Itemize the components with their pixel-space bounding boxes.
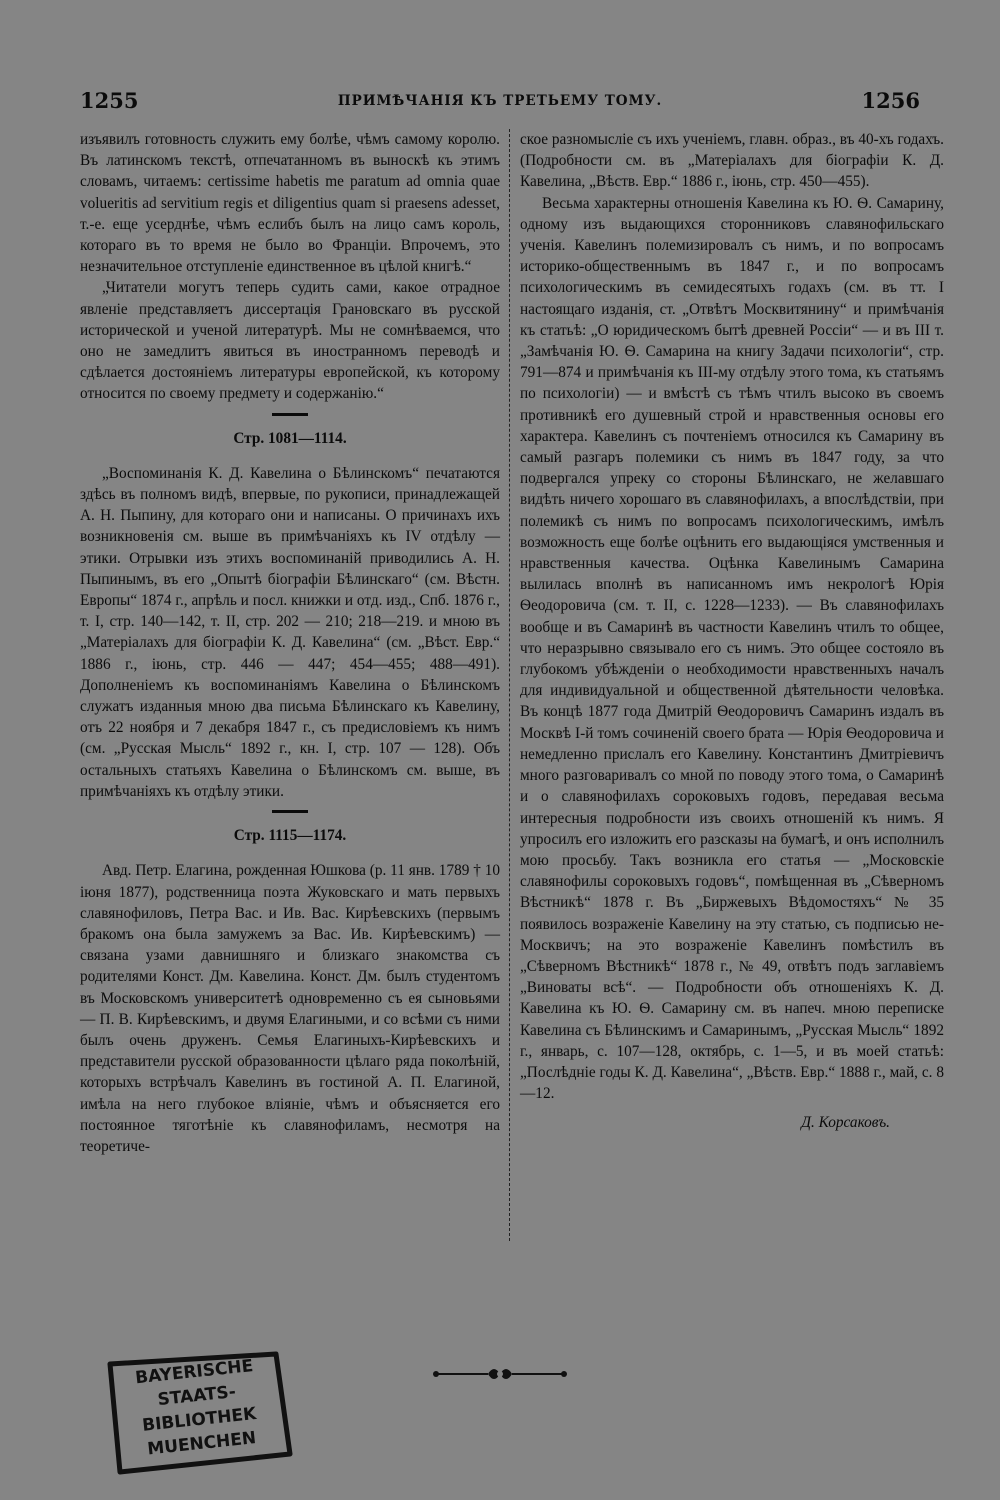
section-rule [272,810,308,813]
column-divider [509,129,511,1241]
paragraph: Весьма характерны отношенія Кавелина къ Ю. Ѳ. Самарину, одному изъ выдающихся сторонниковъ славянофильскаго ученія. Кавелинъ полемизировалъ съ нимъ, и по вопросамъ историко-общественнымъ въ 1847 г., и по вопросамъ психологическимъ въ семидесятыхъ годахъ (см. въ тт. I настоящаго изданія, ст. „Отвѣтъ Москвитянину“ и примѣчанія къ статьѣ: „О юридическомъ бытѣ древней Россіи“ — и въ III т. „Замѣчанія Ю. Ѳ. Самарина на книгу Задачи психологіи“, стр. 791—874 и примѣчанія къ III-му отдѣлу этого тома, къ статьямъ по психологіи) — и вмѣстѣ съ тѣмъ чтилъ высоко въ своемъ противникѣ его душевный строй и нравственныя основы его характера. Кавелинъ съ почтеніемъ относился къ Самарину въ самый разгаръ полемики съ нимъ въ 1847 году, за что подвергался упреку со стороны Бѣлинскаго, не желавшаго видѣть ничего хорошаго въ славянофилахъ, а впослѣдствіи, при полемикѣ съ нимъ по вопросамъ психологическимъ, имѣлъ возможность еще болѣе оцѣнить его выдающіяся умственныя и нравственныя качества. Оцѣнка Кавелинымъ Самарина вылилась вполнѣ въ написанномъ имъ некрологѣ Юрія Ѳеодоровича (см. т. II, с. 1228—1233). — Въ славянофилахъ вообще и въ Самаринѣ въ частности Кавелинъ чтилъ то общее, что неразрывно связывало его съ нимъ. Это общее состояло въ глубокомъ убѣжденіи о необходимости нравственныхъ началъ для индивидуальной и общественной дѣятельности человѣка. Въ концѣ 1877 года Дмитрій Ѳеодоровичъ Самаринъ издалъ въ Москвѣ I-й томъ сочиненій своего брата — Юрія Ѳеодоровича и немедленно прислалъ его Кавелину. Константинъ Дмитріевичъ много разговаривалъ со мной по поводу этого тома, о Самаринѣ и о славянофилахъ сороковыхъ годовъ, передавая весьма интересныя подробности изъ своихъ отношеній къ нимъ. Я упросилъ его изложить его разсказы на бумагѣ, и онъ исполнилъ мою просьбу. Такъ возникла его статья — „Московскіе славянофилы сороковыхъ годовъ“, помѣщенная въ „Сѣверномъ Вѣстникѣ“ 1878 г. Въ „Биржевыхъ Вѣдомостяхъ“ № 35 появилось возраженіе Кавелину на эту статью, съ подписью не-Москвичъ; на это возраженіе Кавелинъ помѣстилъ въ „Сѣверномъ Вѣстникѣ“ 1878 г., № 49, отвѣтъ подъ заглавіемъ „Виноваты всѣ“. — Подробности объ отношеніяхъ К. Д. Кавелина къ Ю. Ѳ. Самарину см. въ напеч. мною переписке Кавелина съ Бѣлинскимъ и Самаринымъ, „Русская Мысль“ 1892 г., январь, с. 107—128, октябрь, с. 1—5, и въ моей статьѣ: „Послѣдніе годы К. Д. Кавелина“, „Вѣств. Евр.“ 1888 г., май, с. 8—12. [520,194,944,1103]
left-column [80,129,500,1157]
stamp-text: BAYERISCHE STAATS- BIBLIOTHEK MUENCHEN [134,1356,258,1460]
page-number-right: 1256 [861,88,920,113]
signature: Д. Корсаковъ. [801,1114,890,1132]
ornament-divider-icon [430,1362,570,1386]
paragraph: Авд. Петр. Елагина, рожденная Юшкова (р. 11 янв. 1789 † 10 іюня 1877), родственница поэта Жуковскаго и мать первыхъ славянофиловъ, Петра Вас. и Ив. Вас. Кирѣевскихъ (первымъ бракомъ она была замужемъ за Вас. Ив. Кирѣевскимъ) — связана узами давнишняго и близкаго знакомства съ родителями Конст. Дм. Кавелина. Конст. Дм. былъ студентомъ въ Московскомъ университетѣ одновременно съ ея сыновьями — П. В. Кирѣевскимъ, и двумя Елагиными, и со всѣми съ ними былъ очень друженъ. Семья Елагиныхъ-Кирѣевскихъ и представители русской образованности цѣлаго ряда поколѣній, которыхъ встрѣчалъ Кавелинъ въ гостиной А. П. Елагиной, имѣла на него глубокое вліяніе, чѣмъ и объясняется его постоянное тяготѣніе къ славянофиламъ, несмотря на теоретиче- [80,862,500,1155]
section-heading: Стр. 1081—1114. [233,429,347,447]
right-column [520,129,944,1134]
page-number-left: 1255 [80,88,139,113]
section-heading: Стр. 1115—1174. [233,827,347,845]
paragraph: „Воспоминанія К. Д. Кавелина о Бѣлинскомъ“ печатаются здѣсь въ полномъ видѣ, впервые, по рукописи, принадлежащей А. Н. Пыпину, для котораго они и написаны. О причинахъ ихъ возникновенія см. выше въ примѣчаніяхъ къ IV отдѣлу — этики. Отрывки изъ этихъ воспоминаній приводились А. Н. Пыпинымъ, въ его „Опытѣ біографіи Бѣлинскаго“ (см. Вѣстн. Европы“ 1874 г., апрѣль и посл. книжки и отд. изд., Спб. 1876 г., т. I, стр. 140—142, т. II, стр. 202 — 210; 218—219. и мною въ „Матеріалахъ для біографіи К. Д. Кавелина“ (см. „Вѣст. Евр.“ 1886 г., іюнь, стр. 446 — 447; 454—455; 488—491). Дополненіемъ къ воспоминаніямъ Кавелина о Бѣлинскомъ служатъ изданныя мною два письма Бѣлинскаго къ Кавелину, отъ 22 ноября и 7 декабря 1847 г., съ предисловіемъ къ нимъ (см. „Русская Мысль“ 1892 г., кн. I, стр. 107 — 128). Объ остальныхъ статьяхъ Кавелина о Бѣлинскомъ см. выше, въ примѣчаніяхъ къ отдѣлу этики. [80,464,500,800]
paragraph: ское разномысліе съ ихъ ученіемъ, главн. образ., въ 40-хъ годахъ. (Подробности см. въ „Матеріалахъ для біографіи К. Д. Кавелина, „Вѣств. Евр.“ 1886 г., іюнь, стр. 450—455). [520,131,944,191]
paragraph: „Читатели могутъ теперь судить сами, какое отрадное явленіе представляетъ диссертація Грановскаго въ русской исторической и ученой литературѣ. Мы не сомнѣваемся, что оно не замедлитъ явиться въ иностранномъ переводѣ и сдѣлается достояніемъ литературы европейской, къ которому относится по своему предмету и содержанію.“ [80,279,500,403]
paragraph: изъявилъ готовность служить ему болѣе, чѣмъ самому королю. Въ латинскомъ текстѣ, отпечатанномъ въ выноскѣ къ этимъ словамъ, читаемъ: certissime habetis me paratum ad omnia quae volueritis ad servitium regis et diligentius quam si praesens adesset, т.-е. еще усерднѣе, чѣмъ еслибъ былъ на лицо самъ король, котораго въ то время не было во Франціи. Впрочемъ, это незначительное отступленіе единственное въ цѣлой книгѣ.“ [80,131,500,276]
section-rule [272,413,308,416]
running-title: ПРИМѢЧАНІЯ КЪ ТРЕТЬЕМУ ТОМУ. [337,93,663,109]
